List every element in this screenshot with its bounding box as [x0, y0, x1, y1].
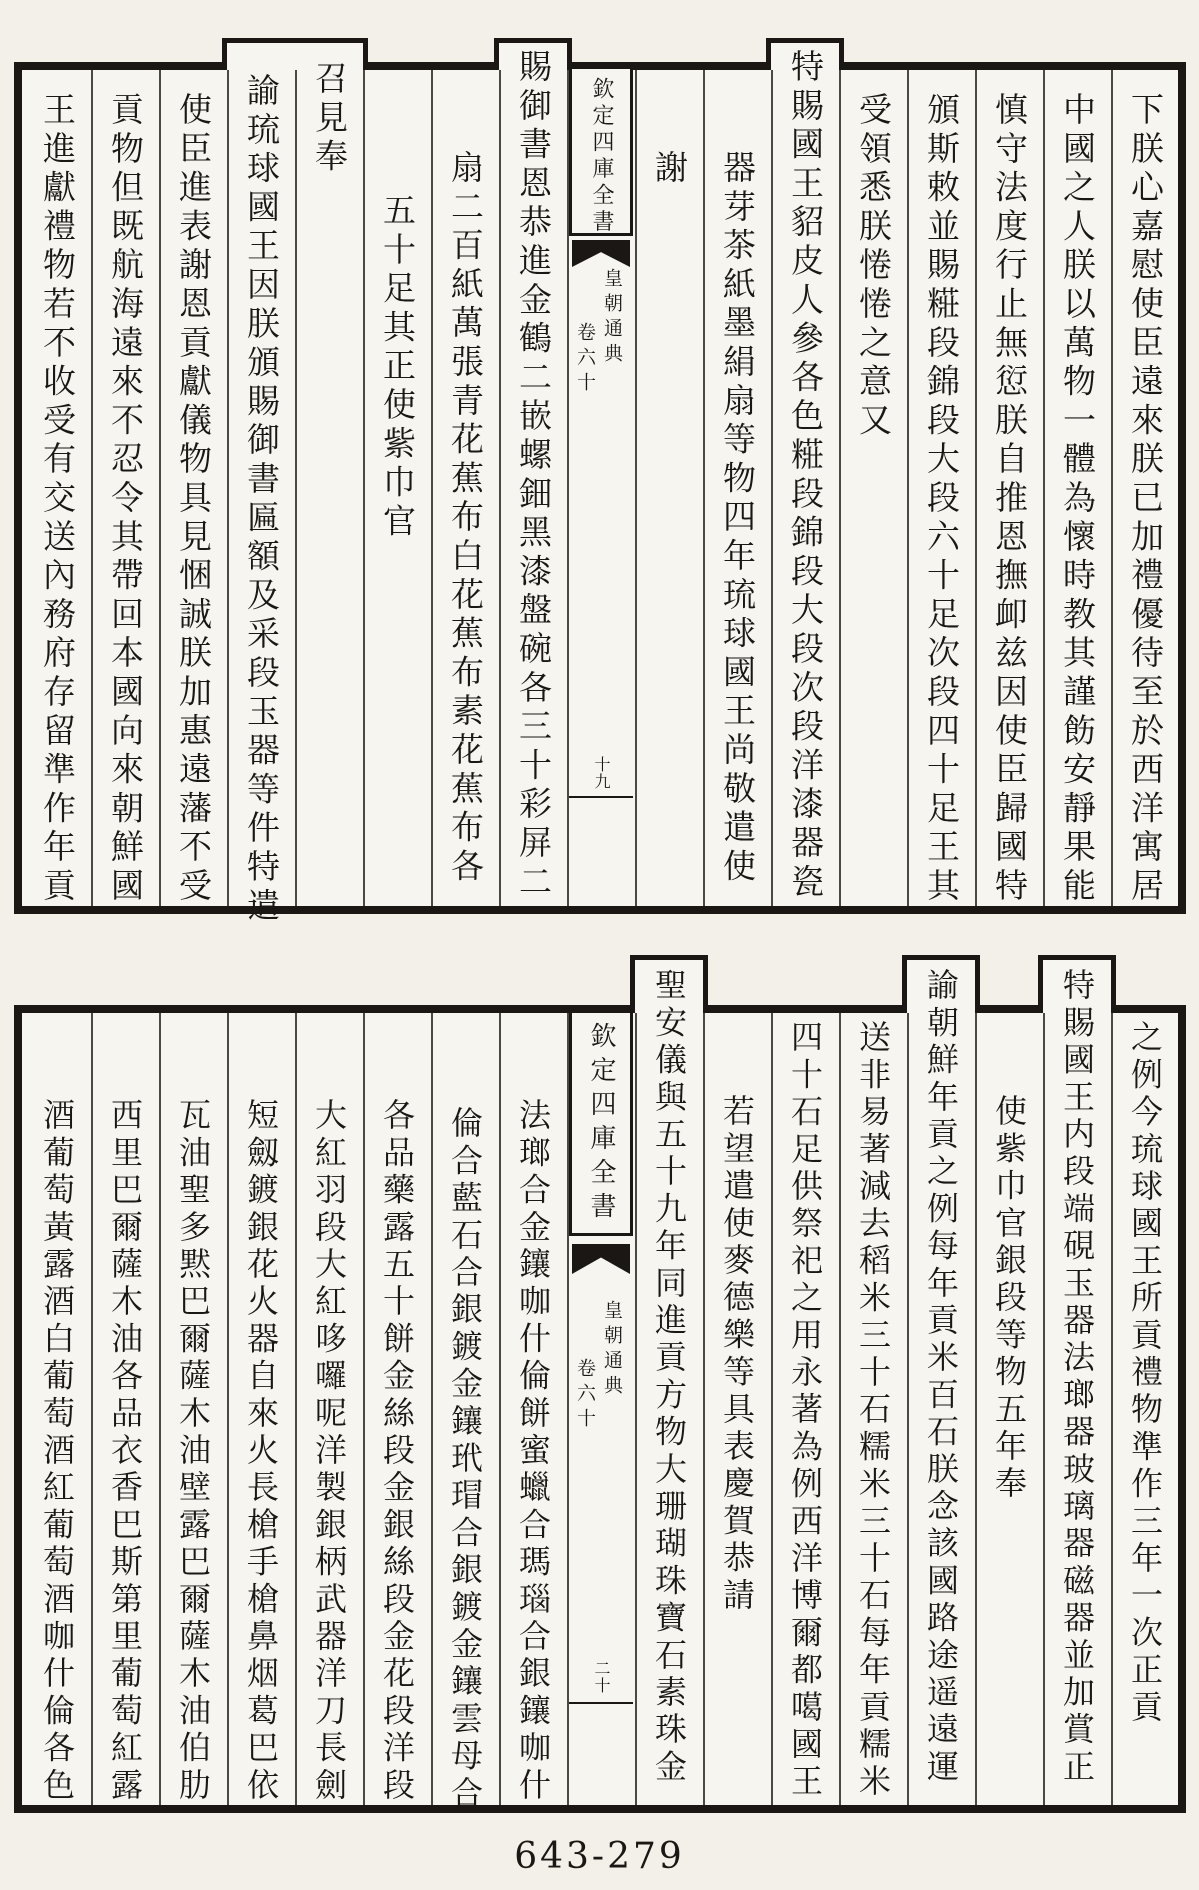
text-column: 頒斯敕並賜糚段錦段大段六十足次段四十足王其: [922, 92, 961, 907]
footer-page-number: 643-279: [514, 1836, 685, 1877]
text-column: 貢物但既航海遠來不忍令其帶回本國向來朝鮮國: [106, 92, 145, 907]
text-column: 瓦油聖多黙巴爾薩木油壁露巴爾薩木油伯肋: [174, 1098, 212, 1805]
text-column: 諭朝鮮年貢之例每年貢米百石朕念該國路途遥遠運: [922, 967, 960, 1787]
column-separator: [635, 70, 637, 906]
text-column: 大紅羽段大紅哆囉呢洋製銀柄武器洋刀長劍: [310, 1098, 348, 1805]
text-column: 王進獻禮物若不收受有交送內務府存留準作年貢: [38, 92, 77, 907]
text-column: 四十石足供祭祀之用永著為例西洋博爾都噶國王: [786, 1020, 824, 1802]
top-folio-rule: [569, 796, 633, 798]
text-column: 酒葡萄黃露酒白葡萄酒紅葡萄酒咖什倫各色: [38, 1098, 76, 1805]
text-column: 之例今琉球國王所貢禮物準作三年一次正貢: [1126, 1020, 1164, 1727]
text-column: 賜御書恩恭進金鶴二嵌螺鈿黑漆盤碗各三十彩屏二: [514, 49, 553, 903]
text-column: 器芽茶紙墨絹扇等物四年琉球國王尚敬遣使: [718, 150, 757, 888]
text-column: 使紫巾官銀段等物五年奉: [990, 1094, 1028, 1504]
text-column: 受領悉朕惓惓之意又: [854, 92, 893, 442]
column-separator: [295, 70, 297, 906]
top-center-title-box: [569, 66, 633, 236]
text-column: 諭琉球國王因朕頒賜御書匾額及采段玉器等件特遣: [242, 72, 281, 927]
text-column: 若望遣使麥德樂等具表慶賀恭請: [718, 1094, 756, 1616]
text-column: 西里巴爾薩木油各品衣香巴斯第里葡萄紅露: [106, 1098, 144, 1805]
text-column: 使臣進表謝恩貢獻儀物具見悃誠朕加惠遠藩不受: [174, 92, 213, 907]
text-column: 謝: [650, 150, 689, 189]
top-center-title: 欽定四庫全書: [589, 77, 614, 236]
text-column: 短劔鍍銀花火器自來火長槍手槍鼻烟葛巴依: [242, 1098, 280, 1805]
bottom-folio-number: 二十: [592, 1660, 611, 1694]
bottom-folio-rule: [569, 1702, 633, 1704]
text-column: 五十足其正使紫巾官: [378, 192, 417, 543]
text-column: 送非易著減去稻米三十石糯米三十石每年貢糯米: [854, 1020, 892, 1802]
text-column: 中國之人朕以萬物一體為懷時教其謹飭安靜果能: [1058, 92, 1097, 907]
text-column: 扇二百紙萬張青花蕉布白花蕉布素花蕉布各: [446, 150, 485, 888]
text-column: 慎守法度行止無愆朕自推恩撫卹兹因使臣歸國特: [990, 92, 1029, 907]
bottom-center-book-label: 皇朝通典: [601, 1300, 623, 1400]
text-column: 各品藥露五十餅金絲段金銀絲段金花段洋段: [378, 1098, 416, 1805]
text-column: 特賜國王貂皮人參各色糚段錦段大段次段洋漆器瓷: [786, 49, 825, 903]
text-column: 特賜國王内段端硯玉器法瑯器玻璃器磁器並加賞正: [1058, 967, 1096, 1787]
bottom-center-title: 欽定四庫全書: [586, 1022, 616, 1226]
bottom-center-chapter-label: 卷六十: [574, 1358, 596, 1433]
bottom-center-title-box: [569, 1010, 633, 1236]
top-folio-number: 十九: [592, 756, 611, 790]
text-column: 聖安儀與五十九年同進貢方物大珊瑚珠寶石素珠金: [650, 967, 688, 1787]
text-column: 下朕心嘉慰使臣遠來朕已加禮優待至於西洋寓居: [1126, 92, 1165, 907]
top-center-book-label: 皇朝通典: [601, 268, 623, 368]
text-column: 倫合藍石合銀鍍金鑲玳瑁合銀鍍金鑲雲母合: [446, 1105, 484, 1813]
text-column: 法瑯合金鑲咖什倫餅蜜蠟合瑪瑙合銀鑲咖什: [514, 1098, 552, 1805]
text-column: 召見奉: [310, 60, 349, 178]
top-center-chapter-label: 卷六十: [574, 322, 596, 397]
